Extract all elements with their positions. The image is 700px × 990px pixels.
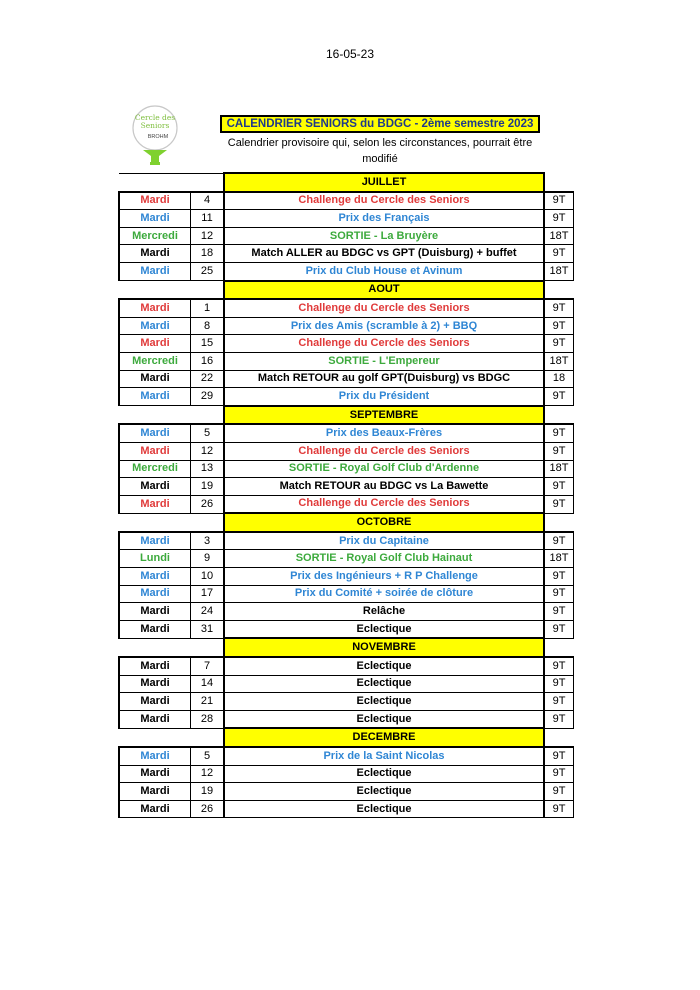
event-title: Challenge du Cercle des Seniors xyxy=(224,335,544,353)
event-date-number: 12 xyxy=(191,765,225,783)
event-row xyxy=(119,693,574,711)
event-date-number: 7 xyxy=(191,657,225,675)
month-spacer xyxy=(544,173,574,192)
event-holes: 9T xyxy=(544,495,574,513)
event-day: Mardi xyxy=(119,192,191,210)
event-day: Mardi xyxy=(119,210,191,228)
event-day: Mardi xyxy=(119,675,191,693)
event-date-number: 26 xyxy=(191,800,225,818)
event-day: Mardi xyxy=(119,693,191,711)
event-date-number: 10 xyxy=(191,568,225,586)
month-header-row xyxy=(119,281,574,300)
event-row xyxy=(119,299,574,317)
event-date-number: 15 xyxy=(191,335,225,353)
event-day: Mardi xyxy=(119,710,191,728)
event-holes: 9T xyxy=(544,800,574,818)
event-date-number: 11 xyxy=(191,210,225,228)
event-row xyxy=(119,424,574,442)
event-row xyxy=(119,657,574,675)
event-day: Mardi xyxy=(119,568,191,586)
event-title: Eclectique xyxy=(224,710,544,728)
month-header-row xyxy=(119,406,574,425)
event-day: Mardi xyxy=(119,532,191,550)
month-spacer xyxy=(191,728,225,747)
month-header-row xyxy=(119,173,574,192)
event-date-number: 9 xyxy=(191,550,225,568)
event-holes: 9T xyxy=(544,693,574,711)
event-date-number: 12 xyxy=(191,442,225,460)
event-row xyxy=(119,568,574,586)
event-holes: 9T xyxy=(544,585,574,603)
event-holes: 9T xyxy=(544,783,574,801)
month-spacer xyxy=(119,173,191,192)
event-holes: 18T xyxy=(544,550,574,568)
event-row xyxy=(119,495,574,513)
event-date-number: 8 xyxy=(191,317,225,335)
event-day: Mardi xyxy=(119,603,191,621)
event-day: Mardi xyxy=(119,478,191,496)
month-label: NOVEMBRE xyxy=(224,638,544,657)
month-spacer xyxy=(544,513,574,532)
event-title: Prix des Ingénieurs + R P Challenge xyxy=(224,568,544,586)
event-row xyxy=(119,800,574,818)
event-date-number: 14 xyxy=(191,675,225,693)
event-holes: 9T xyxy=(544,747,574,765)
event-row xyxy=(119,585,574,603)
event-title: Eclectique xyxy=(224,620,544,638)
event-day: Mardi xyxy=(119,442,191,460)
event-holes: 9T xyxy=(544,317,574,335)
event-holes: 18T xyxy=(544,460,574,478)
event-title: Relâche xyxy=(224,603,544,621)
event-day: Mardi xyxy=(119,370,191,388)
event-row xyxy=(119,245,574,263)
event-date-number: 29 xyxy=(191,388,225,406)
event-day: Mardi xyxy=(119,245,191,263)
event-date-number: 13 xyxy=(191,460,225,478)
calendar-subtitle: Calendrier provisoire qui, selon les circonstances, pourrait être modifié xyxy=(227,137,533,165)
event-title: Prix de la Saint Nicolas xyxy=(224,747,544,765)
event-day: Mercredi xyxy=(119,227,191,245)
event-date-number: 19 xyxy=(191,478,225,496)
event-title: SORTIE - L'Empereur xyxy=(224,352,544,370)
event-date-number: 22 xyxy=(191,370,225,388)
event-holes: 9T xyxy=(544,335,574,353)
month-spacer xyxy=(191,173,225,192)
event-row xyxy=(119,370,574,388)
event-holes: 9T xyxy=(544,603,574,621)
event-row xyxy=(119,262,574,280)
event-row xyxy=(119,442,574,460)
event-date-number: 28 xyxy=(191,710,225,728)
logo-text-line1: Cercle des xyxy=(134,113,176,122)
event-title: Eclectique xyxy=(224,657,544,675)
event-title: Prix du Comité + soirée de clôture xyxy=(224,585,544,603)
event-row xyxy=(119,352,574,370)
event-date-number: 3 xyxy=(191,532,225,550)
month-spacer xyxy=(544,728,574,747)
month-spacer xyxy=(119,638,191,657)
event-holes: 9T xyxy=(544,568,574,586)
event-row xyxy=(119,192,574,210)
event-title: Prix des Amis (scramble à 2) + BBQ xyxy=(224,317,544,335)
document-date: 16-05-23 xyxy=(325,47,375,61)
event-holes: 9T xyxy=(544,620,574,638)
event-title: Eclectique xyxy=(224,765,544,783)
event-title: SORTIE - Royal Golf Club d'Ardenne xyxy=(224,460,544,478)
event-title: Prix des Français xyxy=(224,210,544,228)
event-date-number: 5 xyxy=(191,424,225,442)
event-row xyxy=(119,747,574,765)
event-row xyxy=(119,675,574,693)
event-day: Mardi xyxy=(119,317,191,335)
event-date-number: 4 xyxy=(191,192,225,210)
event-holes: 9T xyxy=(544,478,574,496)
event-row xyxy=(119,388,574,406)
event-date-number: 26 xyxy=(191,495,225,513)
month-label: DECEMBRE xyxy=(224,728,544,747)
event-row xyxy=(119,460,574,478)
logo-brand: BROHM xyxy=(147,134,169,140)
month-header-row xyxy=(119,728,574,747)
month-spacer xyxy=(119,513,191,532)
event-row xyxy=(119,710,574,728)
month-label: JUILLET xyxy=(224,173,544,192)
event-holes: 9T xyxy=(544,675,574,693)
event-title: SORTIE - La Bruyère xyxy=(224,227,544,245)
event-holes: 9T xyxy=(544,532,574,550)
month-spacer xyxy=(191,281,225,300)
month-header-row xyxy=(119,513,574,532)
month-label: SEPTEMBRE xyxy=(224,406,544,425)
event-date-number: 16 xyxy=(191,352,225,370)
month-spacer xyxy=(119,728,191,747)
event-title: Match ALLER au BDGC vs GPT (Duisburg) + buffet xyxy=(224,245,544,263)
month-spacer xyxy=(191,513,225,532)
event-date-number: 1 xyxy=(191,299,225,317)
cercle-des-seniors-logo xyxy=(126,104,184,170)
event-title: Challenge du Cercle des Seniors xyxy=(224,442,544,460)
event-row xyxy=(119,210,574,228)
event-row xyxy=(119,335,574,353)
event-title: Prix des Beaux-Frères xyxy=(224,424,544,442)
event-holes: 9T xyxy=(544,299,574,317)
event-date-number: 17 xyxy=(191,585,225,603)
event-day: Mardi xyxy=(119,388,191,406)
event-row xyxy=(119,227,574,245)
calendar-table xyxy=(118,172,574,818)
event-day: Mardi xyxy=(119,585,191,603)
month-spacer xyxy=(191,638,225,657)
event-row xyxy=(119,765,574,783)
month-spacer xyxy=(119,281,191,300)
event-date-number: 19 xyxy=(191,783,225,801)
event-date-number: 21 xyxy=(191,693,225,711)
month-spacer xyxy=(191,406,225,425)
month-spacer xyxy=(544,406,574,425)
event-holes: 9T xyxy=(544,442,574,460)
event-title: Prix du Président xyxy=(224,388,544,406)
month-label: OCTOBRE xyxy=(224,513,544,532)
event-holes: 9T xyxy=(544,657,574,675)
event-title: Match RETOUR au BDGC vs La Bawette xyxy=(224,478,544,496)
event-holes: 18T xyxy=(544,227,574,245)
event-row xyxy=(119,550,574,568)
event-date-number: 18 xyxy=(191,245,225,263)
month-spacer xyxy=(119,406,191,425)
event-day: Mercredi xyxy=(119,352,191,370)
event-title: Challenge du Cercle des Seniors xyxy=(224,495,544,513)
event-day: Mardi xyxy=(119,657,191,675)
logo-text-line2: Seniors xyxy=(140,121,170,130)
event-date-number: 12 xyxy=(191,227,225,245)
event-row xyxy=(119,317,574,335)
event-holes: 18T xyxy=(544,262,574,280)
event-holes: 9T xyxy=(544,710,574,728)
event-title: Eclectique xyxy=(224,783,544,801)
event-row xyxy=(119,532,574,550)
event-title: Eclectique xyxy=(224,800,544,818)
event-date-number: 24 xyxy=(191,603,225,621)
event-date-number: 5 xyxy=(191,747,225,765)
event-holes: 9T xyxy=(544,388,574,406)
event-day: Mardi xyxy=(119,620,191,638)
event-title: Eclectique xyxy=(224,693,544,711)
event-day: Mercredi xyxy=(119,460,191,478)
event-day: Mardi xyxy=(119,765,191,783)
event-day: Mardi xyxy=(119,424,191,442)
event-holes: 9T xyxy=(544,424,574,442)
event-row xyxy=(119,478,574,496)
event-day: Mardi xyxy=(119,783,191,801)
event-title: Prix du Club House et Avinum xyxy=(224,262,544,280)
month-spacer xyxy=(544,638,574,657)
event-day: Mardi xyxy=(119,495,191,513)
event-day: Mardi xyxy=(119,299,191,317)
event-title: Challenge du Cercle des Seniors xyxy=(224,299,544,317)
event-date-number: 31 xyxy=(191,620,225,638)
month-spacer xyxy=(544,281,574,300)
event-title: SORTIE - Royal Golf Club Hainaut xyxy=(224,550,544,568)
event-date-number: 25 xyxy=(191,262,225,280)
event-title: Eclectique xyxy=(224,675,544,693)
event-row xyxy=(119,783,574,801)
event-day: Mardi xyxy=(119,800,191,818)
event-title: Challenge du Cercle des Seniors xyxy=(224,192,544,210)
event-holes: 18 xyxy=(544,370,574,388)
month-label: AOUT xyxy=(224,281,544,300)
event-holes: 9T xyxy=(544,210,574,228)
event-day: Mardi xyxy=(119,335,191,353)
event-row xyxy=(119,603,574,621)
event-holes: 9T xyxy=(544,765,574,783)
event-day: Mardi xyxy=(119,262,191,280)
event-title: Match RETOUR au golf GPT(Duisburg) vs BDGC xyxy=(224,370,544,388)
month-header-row xyxy=(119,638,574,657)
event-row xyxy=(119,620,574,638)
event-holes: 9T xyxy=(544,192,574,210)
event-day: Mardi xyxy=(119,747,191,765)
event-day: Lundi xyxy=(119,550,191,568)
event-title: Prix du Capitaine xyxy=(224,532,544,550)
event-holes: 18T xyxy=(544,352,574,370)
calendar-title: CALENDRIER SENIORS du BDGC - 2ème semestre 2023 xyxy=(220,115,540,133)
event-holes: 9T xyxy=(544,245,574,263)
